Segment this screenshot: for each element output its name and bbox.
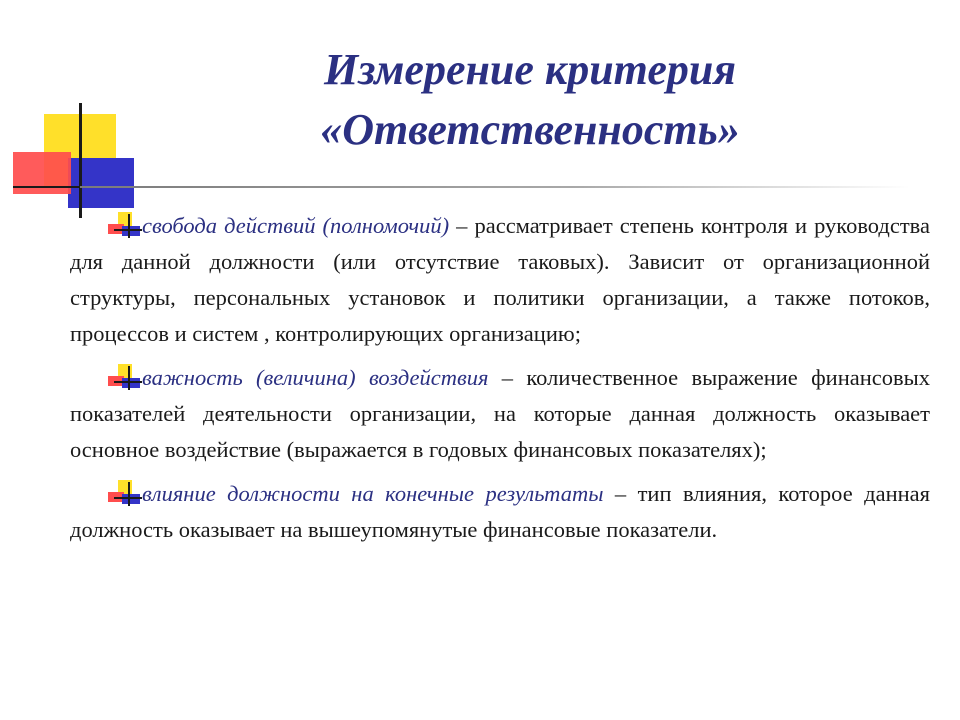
bullet-item-2-term: важность (величина) воздействия [142, 365, 489, 390]
bullet-item-1-term: свобода действий (полномочий) [142, 213, 450, 238]
bullet-item-1-text: – рассматривает степень контроля и руководства для данной должности (или отсутствие таковых). Зависит от организационной структуры, персональных установок и политики организации, а также потоков, процессов и систем , контролирующих организацию; [70, 213, 930, 346]
bullet-item-3 [70, 476, 930, 548]
slide-body [70, 208, 930, 556]
bullet-icon [108, 364, 144, 392]
decor-blue-square [68, 158, 134, 208]
bullet-item-2 [70, 360, 930, 468]
bullet-item-2-text: – количественное выражение финансовых показателей деятельности организации, на которые данная должность оказывает основное воздействие (выражается в годовых финансовых показателях); [70, 365, 930, 462]
decor-vertical-line [79, 103, 82, 218]
bullet-icon [108, 212, 144, 240]
title-underline-rule [80, 186, 910, 188]
slide-title-line-1: Измерение критерия [323, 45, 736, 94]
bullet-item-3-text: – тип влияния, которое данная должность оказывает на вышеупомянутые финансовые показатели. [70, 481, 930, 542]
bullet-icon [108, 480, 144, 508]
bullet-item-3-term: влияние должности на конечные результаты [142, 481, 604, 506]
bullet-item-1 [70, 208, 930, 352]
slide-title-line-2: «Ответственность» [320, 105, 740, 154]
slide-title [150, 40, 910, 160]
